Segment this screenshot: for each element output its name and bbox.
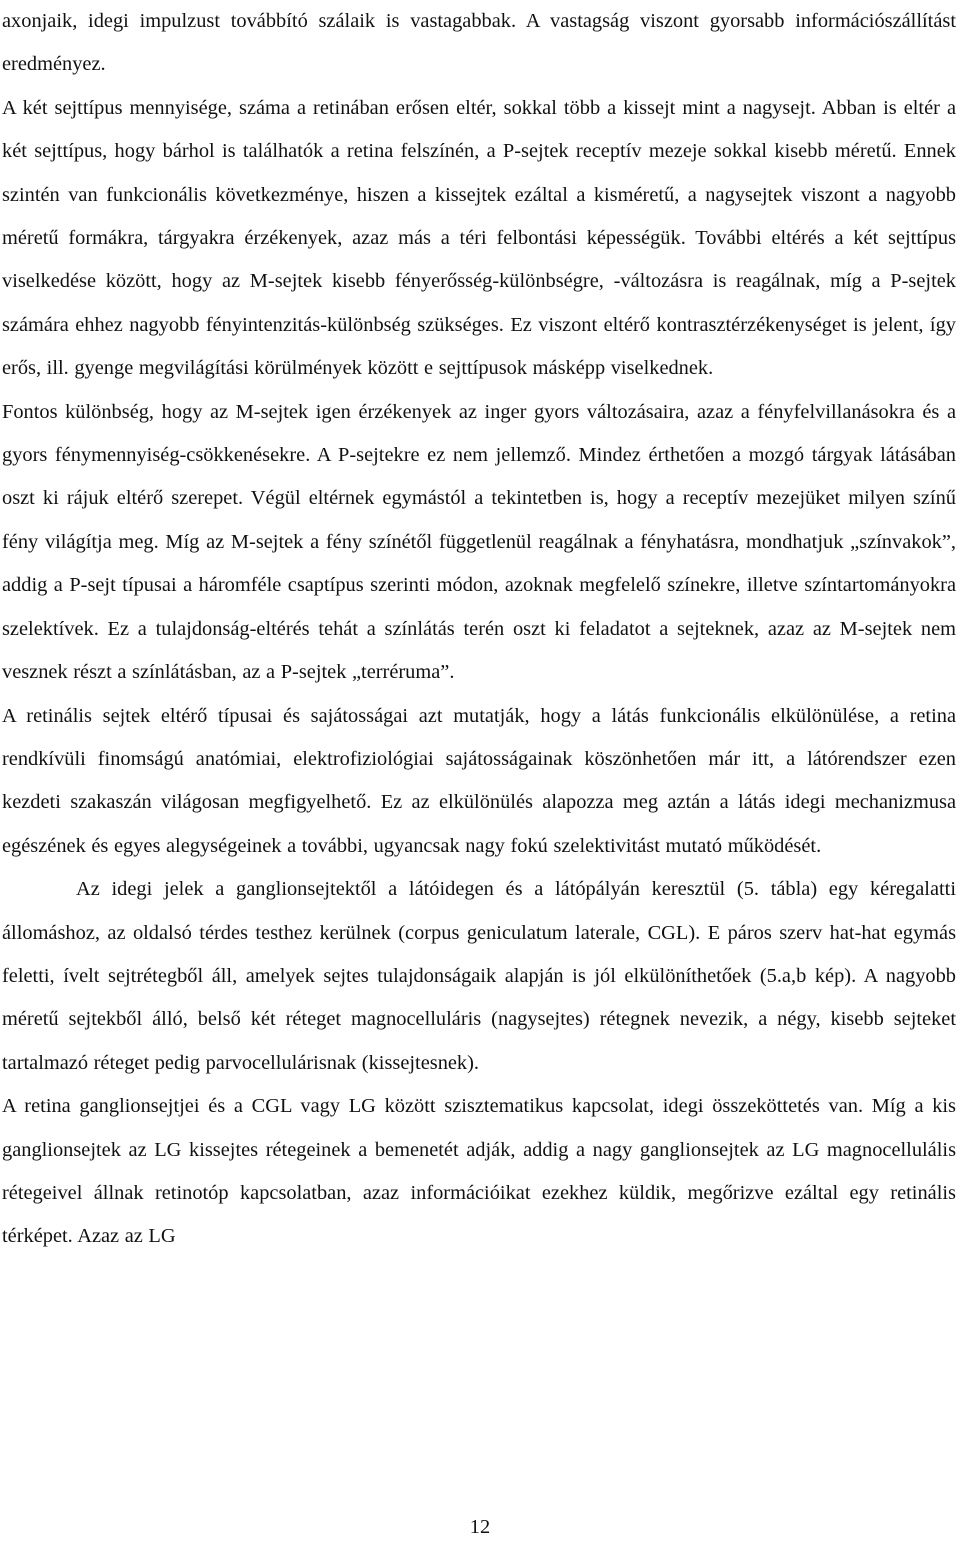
paragraph-1: axonjaik, idegi impulzust továbbító szálaik is vastagabbak. A vastagság viszont gyorsabb információszállítást eredményez. bbox=[2, 10, 956, 76]
page-number: 12 bbox=[469, 1516, 491, 1538]
paragraph-3: Fontos különbség, hogy az M-sejtek igen érzékenyek az inger gyors változásaira, azaz a fényfelvillanásokra és a gyors fénymennyiség-csökkenésekre. A P-sejtekre ez nem jellemző. Mindez érthetően a mozgó tárgyak látásában oszt ki rájuk eltérő szerepet. Végül eltérnek egymástól a tekintetben is, hogy a receptív mezejüket milyen színű fény világítja meg. Míg az M-sejtek a fény színétől függetlenül reagálnak a fényhatásra, mondhatjuk „színvakok”, addig a P-sejt típusai a háromféle csaptípus szerinti módon, azoknak megfelelő színekre, illetve színtartományokra szelektívek. Ez a tulajdonság-eltérés tehát a színlátás terén oszt ki feladatot a sejteknek, azaz az M-sejtek nem vesznek részt a színlátásban, az a P-sejtek „terréruma”. bbox=[2, 400, 956, 684]
paragraph-6: A retina ganglionsejtjei és a CGL vagy LG között szisztematikus kapcsolat, idegi összeköttetés van. Míg a kis ganglionsejtek az LG kissejtes rétegeinek a bemenetét adják, addig a nagy ganglionsejtek az LG magnocellulális rétegeivel állnak retinotóp kapcsolatban, azaz információikat ezekhez küldik, megőrizve ezáltal egy retinális térképet. Azaz az LG bbox=[2, 1095, 956, 1248]
paragraph-4: A retinális sejtek eltérő típusai és sajátosságai azt mutatják, hogy a látás funkcionális elkülönülése, a retina rendkívüli finomságú anatómiai, elektrofiziológiai sajátosságainak köszönhetően már itt, a látórendszer ezen kezdeti szakaszán világosan megfigyelhető. Ez az elkülönülés alapozza meg aztán a látás idegi mechanizmusa egészének és egyes alegységeinek a további, ugyancsak nagy fokú szelektivitást mutató működését. bbox=[2, 704, 956, 857]
body-text bbox=[2, 0, 956, 1259]
paragraph-2: A két sejttípus mennyisége, száma a retinában erősen eltér, sokkal több a kissejt mint a nagysejt. Abban is eltér a két sejttípus, hogy bárhol is találhatók a retina felszínén, a P-sejtek receptív mezeje sokkal kisebb méretű. Ennek szintén van funkcionális következménye, hiszen a kissejtek ezáltal a kisméretű, a nagysejtek viszont a nagyobb méretű formákra, tárgyakra érzékenyek, azaz más a téri felbontási képességük. További eltérés a két sejttípus viselkedése között, hogy az M-sejtek kisebb fényerősség-különbségre, -változásra is reagálnak, míg a P-sejtek számára ehhez nagyobb fényintenzitás-különbség szükséges. Ez viszont eltérő kontrasztérzékenységet is jelent, így erős, ill. gyenge megvilágítási körülmények között e sejttípusok másképp viselkednek. bbox=[2, 96, 956, 380]
paragraph-5: Az idegi jelek a ganglionsejtektől a látóidegen és a látópályán keresztül (5. tábla) egy kéregalatti állomáshoz, az oldalsó térdes testhez kerülnek (corpus geniculatum laterale, CGL). E páros szerv hat-hat egymás feletti, ívelt sejtrétegből áll, amelyek sejtes tulajdonságaik alapján is jól elkülöníthetőek (5.a,b kép). A nagyobb méretű sejtekből álló, belső két réteget magnocelluláris (nagysejtes) rétegnek nevezik, a négy, kisebb sejteket tartalmazó réteget pedig parvocellulárisnak (kissejtesnek). bbox=[2, 878, 956, 1074]
